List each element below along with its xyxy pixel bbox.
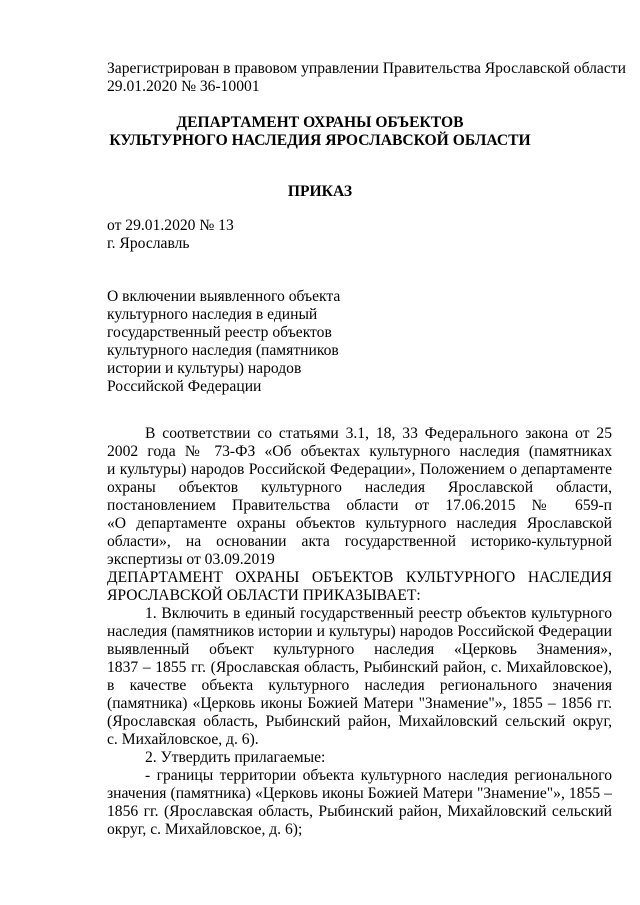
department-title-line-2: КУЛЬТУРНОГО НАСЛЕДИЯ ЯРОСЛАВСКОЙ ОБЛАСТИ: [109, 132, 531, 149]
order-date-number: от 29.01.2020 № 13: [107, 217, 234, 234]
body-line: (Ярославская область, Рыбинский район, Михайловский сельский округ,: [107, 713, 612, 730]
department-title-line-1: ДЕПАРТАМЕНТ ОХРАНЫ ОБЪЕКТОВ: [176, 114, 464, 131]
body-line: округ, с. Михайловское, д. 6);: [107, 821, 303, 838]
body-line: 1856 гг. (Ярославская область, Рыбинский район, Михайловский сельский: [107, 803, 612, 820]
body-line: охраны объектов культурного наследия Ярославской области,: [107, 479, 612, 496]
body-line: «О департаменте охраны объектов культурного наследия Ярославской: [107, 515, 612, 532]
body-line: и культуры) народов Российской Федерации», Положением о департаменте: [107, 461, 612, 478]
subject-line: культурного наследия в единый: [107, 306, 318, 323]
order-city: г. Ярославль: [107, 235, 190, 252]
registration-line-2: 29.01.2020 № 36-10001: [107, 78, 260, 95]
body-line: значения (памятника) «Церковь иконы Божией Матери "Знамение"», 1855 –: [107, 785, 612, 802]
body-line: экспертизы от 03.09.2019: [107, 551, 275, 568]
body-line: постановлением Правительства области от 17.06.2015 № 659-п: [107, 497, 612, 514]
body-line: 1837 – 1855 гг. (Ярославская область, Рыбинский район, с. Михайловское),: [107, 659, 612, 676]
body-line: (памятника) «Церковь иконы Божией Матери "Знамение"», 1855 – 1856 гг.: [107, 695, 612, 712]
body-line: В соответствии со статьями 3.1, 18, 33 Федерального закона от 25: [145, 425, 612, 442]
body-line: 1. Включить в единый государственный реестр объектов культурного: [145, 605, 612, 622]
subject-line: государственный реестр объектов: [107, 324, 332, 341]
registration-line-1: Зарегистрирован в правовом управлении Правительства Ярославской области: [107, 60, 626, 77]
body-line: области», на основании акта государственной историко-культурной: [107, 533, 612, 550]
body-line: в качестве объекта культурного наследия регионального значения: [107, 677, 612, 694]
subject-line: Российской Федерации: [107, 378, 262, 395]
body-line: ЯРОСЛАВСКОЙ ОБЛАСТИ ПРИКАЗЫВАЕТ:: [107, 587, 421, 604]
subject-line: О включении выявленного объекта: [107, 288, 341, 305]
body-line: наследия (памятников истории и культуры) народов Российской Федерации: [107, 623, 612, 640]
body-line: 2. Утвердить прилагаемые:: [145, 749, 326, 766]
body-line: с. Михайловское, д. 6).: [107, 731, 259, 748]
body-line: ДЕПАРТАМЕНТ ОХРАНЫ ОБЪЕКТОВ КУЛЬТУРНОГО НАСЛЕДИЯ: [107, 569, 612, 586]
body-line: - границы территории объекта культурного наследия регионального: [145, 767, 612, 784]
body-line: выявленный объект культурного наследия «Церковь Знамения»,: [107, 641, 612, 658]
subject-line: истории и культуры) народов: [107, 360, 302, 377]
subject-line: культурного наследия (памятников: [107, 342, 339, 359]
body-line: 2002 года № 73-ФЗ «Об объектах культурного наследия (памятниках: [107, 443, 612, 460]
document-type-heading: ПРИКАЗ: [287, 183, 353, 200]
